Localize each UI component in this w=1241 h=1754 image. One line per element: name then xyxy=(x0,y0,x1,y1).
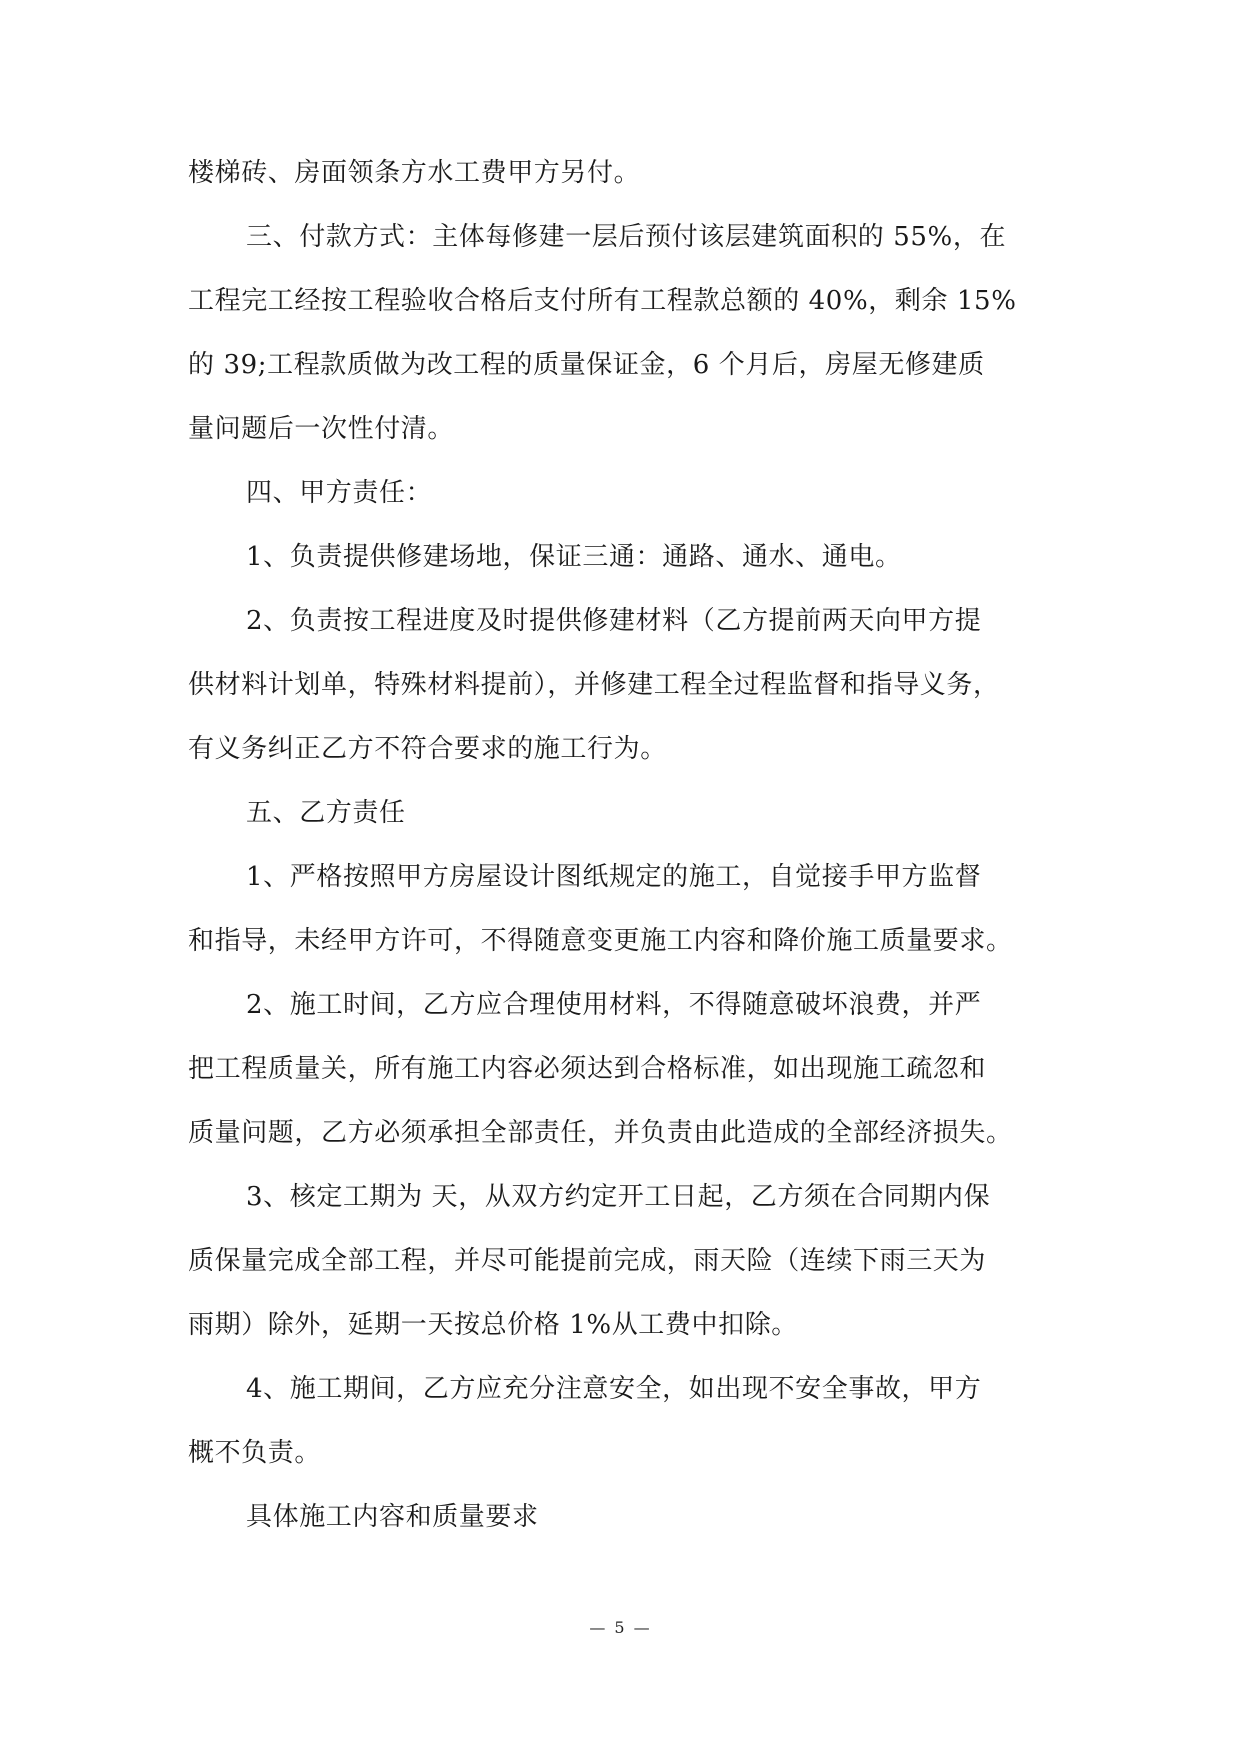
text-line: 质保量完成全部工程，并尽可能提前完成，雨天险（连续下雨三天为 xyxy=(188,1246,987,1276)
text-line: 的 39;工程款质做为改工程的质量保证金，6 个月后，房屋无修建质 xyxy=(188,350,985,380)
text-line: 供材料计划单，特殊材料提前），并修建工程全过程监督和指导义务， xyxy=(188,670,1000,700)
text-line: 楼梯砖、房面领条方水工费甲方另付。 xyxy=(188,158,641,188)
text-line: 概不负责。 xyxy=(188,1438,322,1468)
text-line: 雨期）除外，延期一天按总价格 1%从工费中扣除。 xyxy=(188,1310,798,1340)
text-line: 1、严格按照甲方房屋设计图纸规定的施工，自觉接手甲方监督 xyxy=(246,862,982,892)
text-line: 五、乙方责任 xyxy=(246,798,406,828)
text-line: 量问题后一次性付清。 xyxy=(188,414,455,444)
text-line: 工程完工经按工程验收合格后支付所有工程款总额的 40%，剩余 15% xyxy=(188,286,1017,316)
text-line: 3、核定工期为 天，从双方约定开工日起，乙方须在合同期内保 xyxy=(246,1182,991,1212)
text-line: 质量问题，乙方必须承担全部责任，并负责由此造成的全部经济损失。 xyxy=(188,1118,1013,1148)
page-number: — 5 — xyxy=(589,1618,652,1637)
text-line: 具体施工内容和质量要求 xyxy=(246,1502,539,1532)
text-line: 有义务纠正乙方不符合要求的施工行为。 xyxy=(188,734,667,764)
text-line: 2、施工时间，乙方应合理使用材料，不得随意破坏浪费，并严 xyxy=(246,990,982,1020)
document-body xyxy=(188,157,1058,1565)
text-line: 4、施工期间，乙方应充分注意安全，如出现不安全事故，甲方 xyxy=(246,1374,982,1404)
text-line: 1、负责提供修建场地，保证三通：通路、通水、通电。 xyxy=(246,542,902,572)
text-line: 2、负责按工程进度及时提供修建材料（乙方提前两天向甲方提 xyxy=(246,606,982,636)
text-line: 三、付款方式：主体每修建一层后预付该层建筑面积的 55%，在 xyxy=(246,222,1007,252)
text-line: 四、甲方责任： xyxy=(246,478,433,508)
text-line: 和指导，未经甲方许可，不得随意变更施工内容和降价施工质量要求。 xyxy=(188,926,1013,956)
text-line: 把工程质量关，所有施工内容必须达到合格标准，如出现施工疏忽和 xyxy=(188,1054,987,1084)
